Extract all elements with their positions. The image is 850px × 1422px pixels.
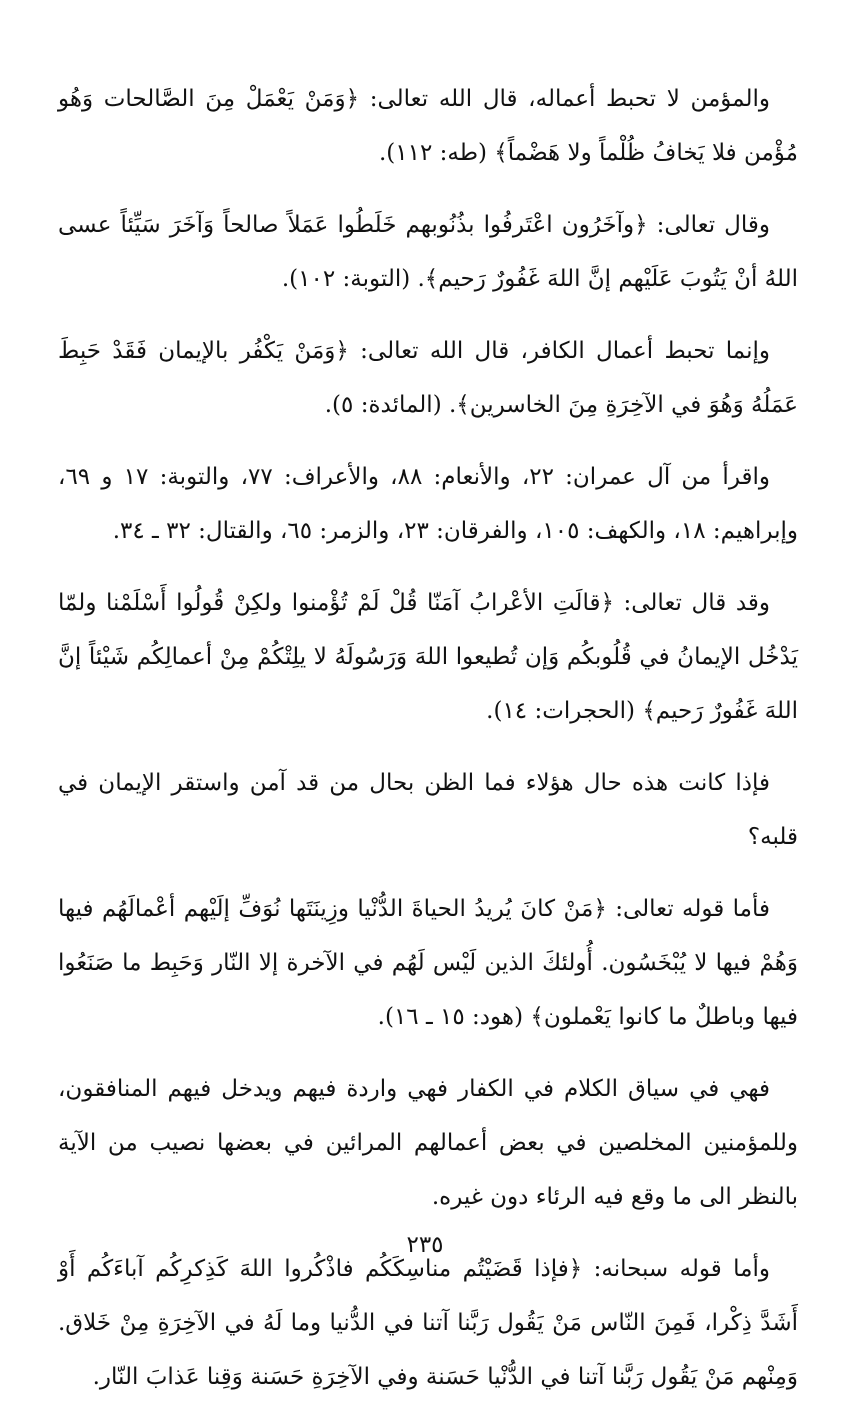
paragraph-5: وقد قال تعالى: ﴿قالَتِ الأعْرابُ آمَنّا قُلْ لَمْ تُؤْمنوا ولكِنْ قُولُوا أَسْلَمْنا ولمّا يَدْخُل الإيمانُ في قُلُوبكُم وَإن تُطيعوا اللهَ وَرَسُولَهُ لا يلِتْكُمْ مِنْ أعمالِكُم شَيْئاً إنَّ اللهَ غَفُورٌ رَحيم﴾ (الحجرات: ١٤). [58,590,798,724]
paragraph-4: واقرأ من آل عمران: ٢٢، والأنعام: ٨٨، والأعراف: ٧٧، والتوبة: ١٧ و ٦٩، وإبراهيم: ١٨، والكهف: ١٠٥، والفرقان: ٢٣، والزمر: ٦٥، والقتال: ٣٢ ـ ٣٤. [58,464,798,544]
page-number: ٢٣٥ [406,1232,444,1258]
page-body [58,72,798,1422]
paragraph-6: فإذا كانت هذه حال هؤلاء فما الظن بحال من قد آمن واستقر الإيمان في قلبه؟ [58,770,798,850]
paragraph-7: فأما قوله تعالى: ﴿مَنْ كانَ يُريدُ الحياةَ الدُّنْيا وزِينَتَها نُوَفِّ إلَيْهم أعْمالَهُم فيها وَهُمْ فيها لا يُبْخَسُون. أُولئكَ الذين لَيْس لَهُم في الآخرة إلا النّار وَحَبِط ما صَنَعُوا فيها وباطلٌ ما كانوا يَعْملون﴾ (هود: ١٥ ـ ١٦). [58,896,798,1030]
paragraph-9: وأما قوله سبحانه: ﴿فإذا قَضَيْتُم مناسِكَكُم فاذْكُروا اللهَ كَذِكرِكُم آباءَكُم أَوْ أَشَدَّ ذِكْرا، فَمِنَ النّاس مَنْ يَقُول رَبَّنا آتنا في الدُّنيا وما لَهُ في الآخِرَةِ مِنْ خَلاق. وَمِنْهم مَنْ يَقُول رَبَّنا آتنا في الدُّنْيا حَسَنة وفي الآخِرَةِ حَسَنة وَقِنا عَذابَ النّار. [58,1256,798,1390]
paragraph-2: وقال تعالى: ﴿وآخَرُون اعْتَرفُوا بذُنُوبهم خَلَطُوا عَمَلاً صالحاً وَآخَرَ سَيِّئاً عسى اللهُ أنْ يَتُوبَ عَلَيْهم إنَّ اللهَ غَفُورٌ رَحيم﴾. (التوبة: ١٠٢). [58,212,798,292]
paragraph-8: فهي في سياق الكلام في الكفار فهي واردة فيهم ويدخل فيهم المنافقون، وللمؤمنين المخلصين في بعض أعمالهم المرائين في بعضها نصيب من الآية بالنظر الى ما وقع فيه الرئاء دون غيره. [58,1076,798,1210]
paragraph-1: والمؤمن لا تحبط أعماله، قال الله تعالى: ﴿وَمَنْ يَعْمَلْ مِنَ الصَّالحات وَهُو مُؤْمن فلا يَخافُ ظُلْماً ولا هَضْماً﴾ (طه: ١١٢). [58,86,798,166]
paragraph-3: وإنما تحبط أعمال الكافر، قال الله تعالى: ﴿وَمَنْ يَكْفُر بالإيمان فَقَدْ حَبِطَ عَمَلُهُ وَهُوَ في الآخِرَةِ مِنَ الخاسرين﴾. (المائدة: ٥). [58,338,798,418]
